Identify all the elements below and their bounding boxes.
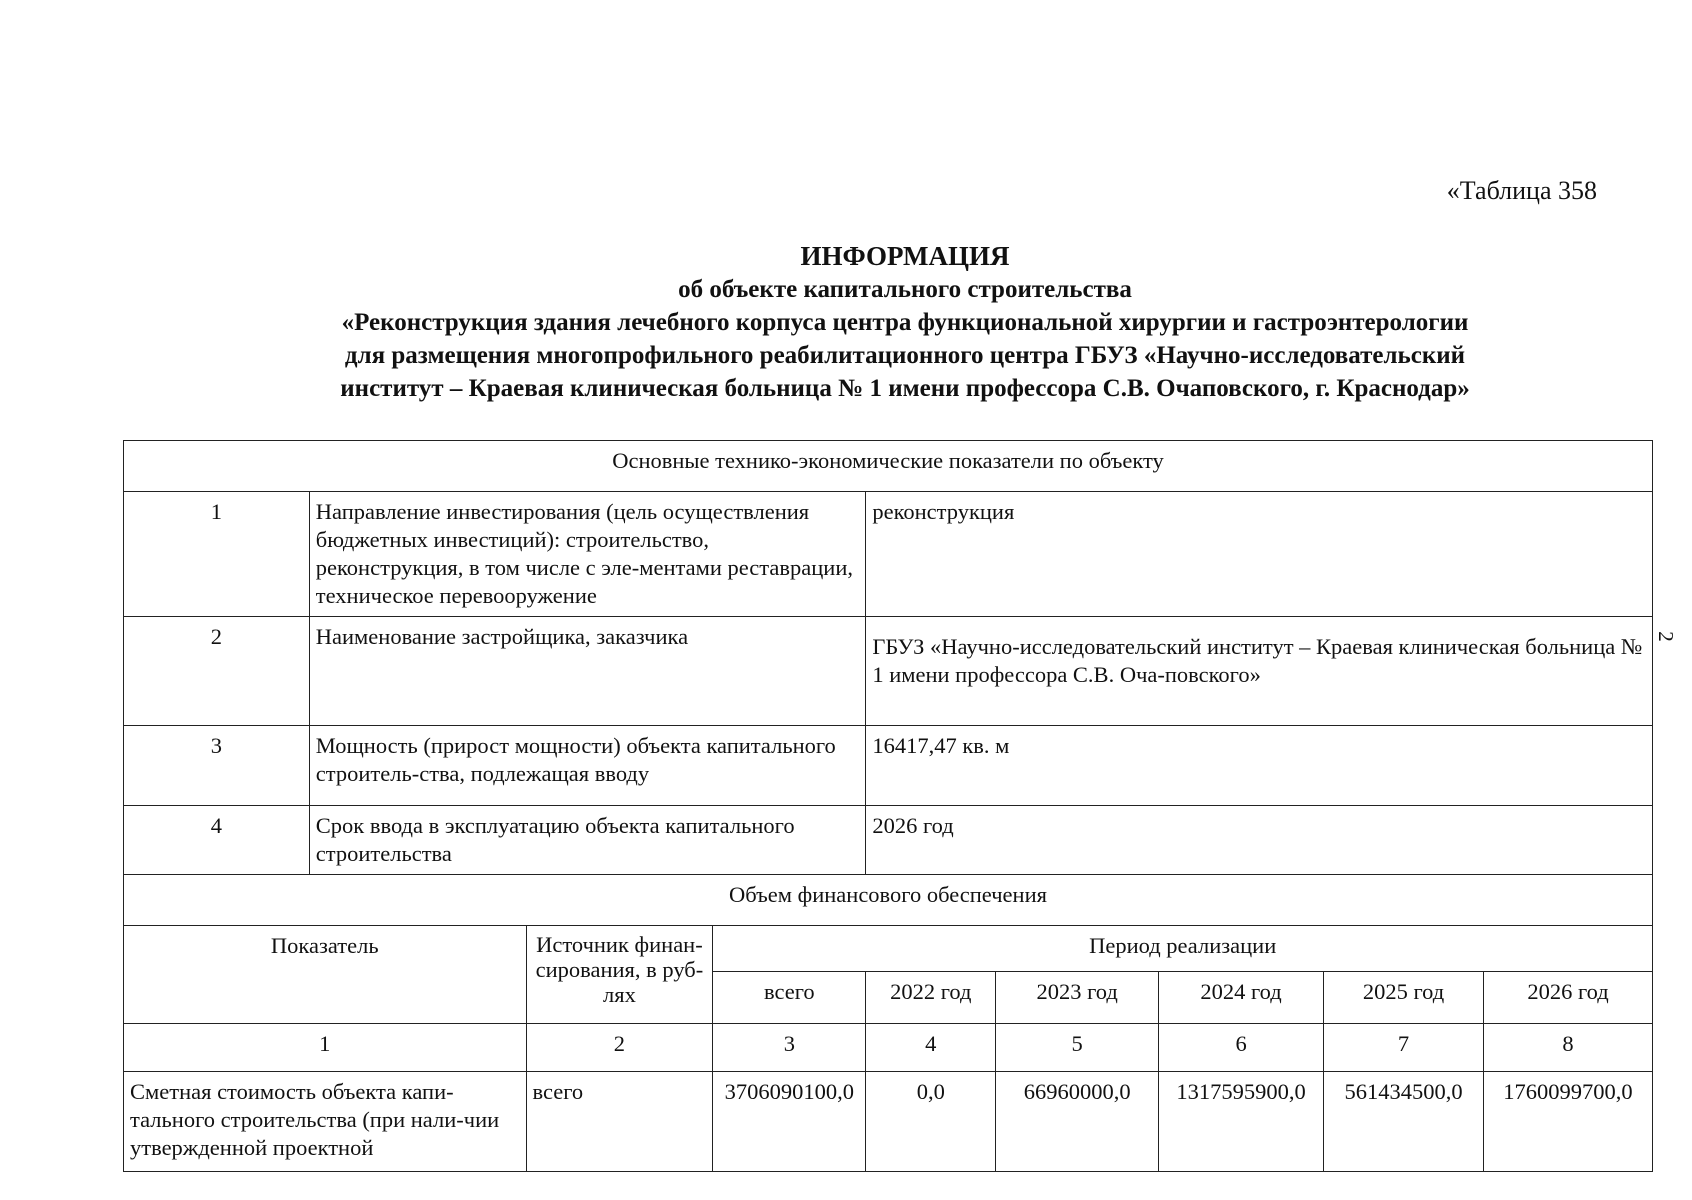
row-number: 3 [124,726,310,806]
table-header-row [124,926,1653,972]
section-header-row [124,875,1653,926]
row-label: Наименование застройщика, заказчика [309,617,866,726]
table-label: «Таблица 358 [1446,176,1597,205]
row-value: ГБУЗ «Научно-исследовательский институт – Краевая клиническая больница № 1 имени профессора С.В. Оча-повского» [866,617,1653,726]
table-row [124,806,1653,875]
header-period: Период реализации [713,926,1653,972]
column-number: 3 [713,1024,866,1072]
column-number: 7 [1324,1024,1484,1072]
table-row [124,492,1653,617]
header-year-2025: 2025 год [1324,972,1484,1024]
section-title-financing: Объем финансового обеспечения [124,875,1653,926]
cost-total: 3706090100,0 [713,1072,866,1172]
section-title-indicators: Основные технико-экономические показатели по объекту [124,441,1653,492]
row-number: 2 [124,617,310,726]
heading-object-name-line3: институт – Краевая клиническая больница № 1 имени профессора С.В. Очаповского, г. Краснодар» [340,375,1470,402]
row-label: Направление инвестирования (цель осуществления бюджетных инвестиций): строительство, реконструкция, в том числе с эле-ментами реставрации, техническое перевооружение [309,492,866,617]
row-label: Мощность (прирост мощности) объекта капитального строитель-ства, подлежащая вводу [309,726,866,806]
page-number: 2 [1653,631,1678,642]
row-number: 1 [124,492,310,617]
column-number: 4 [866,1024,996,1072]
row-value: реконструкция [866,492,1653,617]
heading-object-name-line2: для размещения многопрофильного реабилитационного центра ГБУЗ «Научно-исследовательский [344,342,1466,369]
column-number: 8 [1483,1024,1652,1072]
document-heading [230,240,1580,405]
table-row [124,617,1653,726]
section-header-row [124,441,1653,492]
header-year-total: всего [713,972,866,1024]
row-value: 16417,47 кв. м [866,726,1653,806]
header-year-2026: 2026 год [1483,972,1652,1024]
column-number: 5 [996,1024,1159,1072]
cost-source: всего [526,1072,713,1172]
cost-2025: 561434500,0 [1324,1072,1484,1172]
row-value: 2026 год [866,806,1653,875]
heading-title: ИНФОРМАЦИЯ [800,241,1010,271]
column-number: 6 [1159,1024,1324,1072]
heading-object-name-line1: «Реконструкция здания лечебного корпуса центра функциональной хирургии и гастроэнтерологии [341,309,1469,336]
cost-indicator: Сметная стоимость объекта капи-тального строительства (при нали-чии утвержденной проектной [124,1072,527,1172]
row-label: Срок ввода в эксплуатацию объекта капитального строительства [309,806,866,875]
header-year-2023: 2023 год [996,972,1159,1024]
header-source: Источник финан-сирования, в руб-лях [526,926,713,1024]
column-number-row [124,1024,1653,1072]
cost-2026: 1760099700,0 [1483,1072,1652,1172]
column-number: 1 [124,1024,527,1072]
header-year-2024: 2024 год [1159,972,1324,1024]
cost-2023: 66960000,0 [996,1072,1159,1172]
cost-2022: 0,0 [866,1072,996,1172]
cost-2024: 1317595900,0 [1159,1072,1324,1172]
table-row [124,726,1653,806]
header-year-2022: 2022 год [866,972,996,1024]
table-row [124,1072,1653,1172]
column-number: 2 [526,1024,713,1072]
row-number: 4 [124,806,310,875]
heading-subtitle: об объекте капитального строительства [678,276,1132,303]
info-table [123,440,1653,1172]
header-indicator: Показатель [124,926,527,1024]
